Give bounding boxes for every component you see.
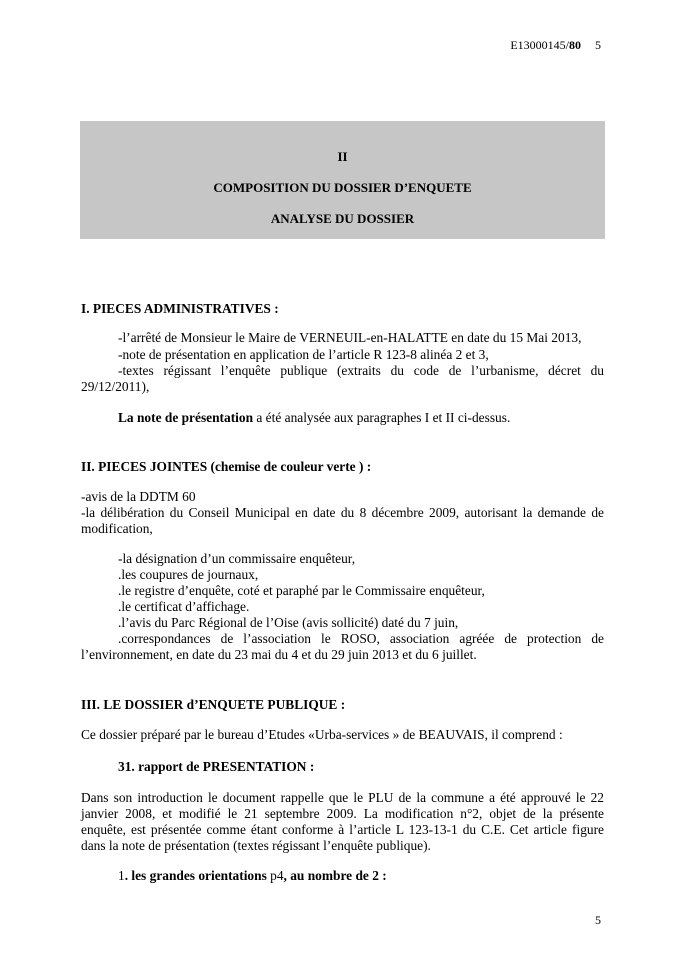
chapter-number: II xyxy=(337,149,348,164)
paragraph-line: dans la note de présentation (textes régissant l’enquête publique). xyxy=(81,838,431,853)
list-item: -la délibération du Conseil Municipal en date du 8 décembre 2009, autorisant la demande de xyxy=(81,505,604,520)
list-item: -la désignation d’un commissaire enquêteur, xyxy=(118,551,356,566)
list-item-continuation: l’environnement, en date du 23 mai du 4 et du 29 juin 2013 et du 6 juillet. xyxy=(81,647,477,662)
header-page-number: 5 xyxy=(595,38,601,52)
list-item-continuation: 29/12/2011), xyxy=(81,379,150,394)
list-item: -textes régissant l’enquête publique (extraits du code de l’urbanisme, décret du xyxy=(118,363,604,378)
section-2-heading: II. PIECES JOINTES (chemise de couleur verte ) : xyxy=(81,459,372,474)
footer-page-number: 5 xyxy=(595,913,601,927)
orientations-heading: 1. les grandes orientations p4, au nombre de 2 : xyxy=(118,868,387,883)
paragraph-line: Dans son introduction le document rappelle que le PLU de la commune a été approuvé le 22 xyxy=(81,790,604,805)
dossier-intro: Ce dossier préparé par le bureau d’Etudes «Urba-services » de BEAUVAIS, il comprend : xyxy=(81,727,563,742)
subsection-31-heading: 31. rapport de PRESENTATION : xyxy=(118,759,315,774)
list-item: .les coupures de journaux, xyxy=(118,567,259,582)
presentation-note: La note de présentation a été analysée aux paragraphes I et II ci-dessus. xyxy=(118,410,511,425)
list-item: .l’avis du Parc Régional de l’Oise (avis sollicité) daté du 7 juin, xyxy=(118,615,459,630)
chapter-title: COMPOSITION DU DOSSIER D’ENQUETE xyxy=(213,180,472,195)
section-3-heading: III. LE DOSSIER d’ENQUETE PUBLIQUE : xyxy=(81,697,346,712)
list-item: -note de présentation en application de l’article R 123-8 alinéa 2 et 3, xyxy=(118,347,489,362)
chapter-banner xyxy=(80,121,605,239)
list-item: .le certificat d’affichage. xyxy=(118,599,250,614)
section-1-heading: I. PIECES ADMINISTRATIVES : xyxy=(81,301,279,316)
list-item: -avis de la DDTM 60 xyxy=(81,489,196,504)
reference-number: E13000145/80 xyxy=(510,38,581,52)
chapter-subtitle: ANALYSE DU DOSSIER xyxy=(270,211,415,226)
paragraph-line: janvier 2008, et modifié le 21 septembre 2009. La modification n°2, objet de la présente xyxy=(81,806,604,821)
list-item: .correspondances de l’association le ROSO, association agréée de protection de xyxy=(118,631,604,646)
page-header xyxy=(510,38,601,53)
list-item: .le registre d’enquête, coté et paraphé par le Commissaire enquêteur, xyxy=(118,583,485,598)
paragraph-line: enquête, est présentée comme étant conforme à l’article L 123-13-1 du C.E. Cet article figure xyxy=(81,822,604,837)
list-item-continuation: modification, xyxy=(81,521,153,536)
list-item: -l’arrêté de Monsieur le Maire de VERNEUIL-en-HALATTE en date du 15 Mai 2013, xyxy=(118,330,582,345)
